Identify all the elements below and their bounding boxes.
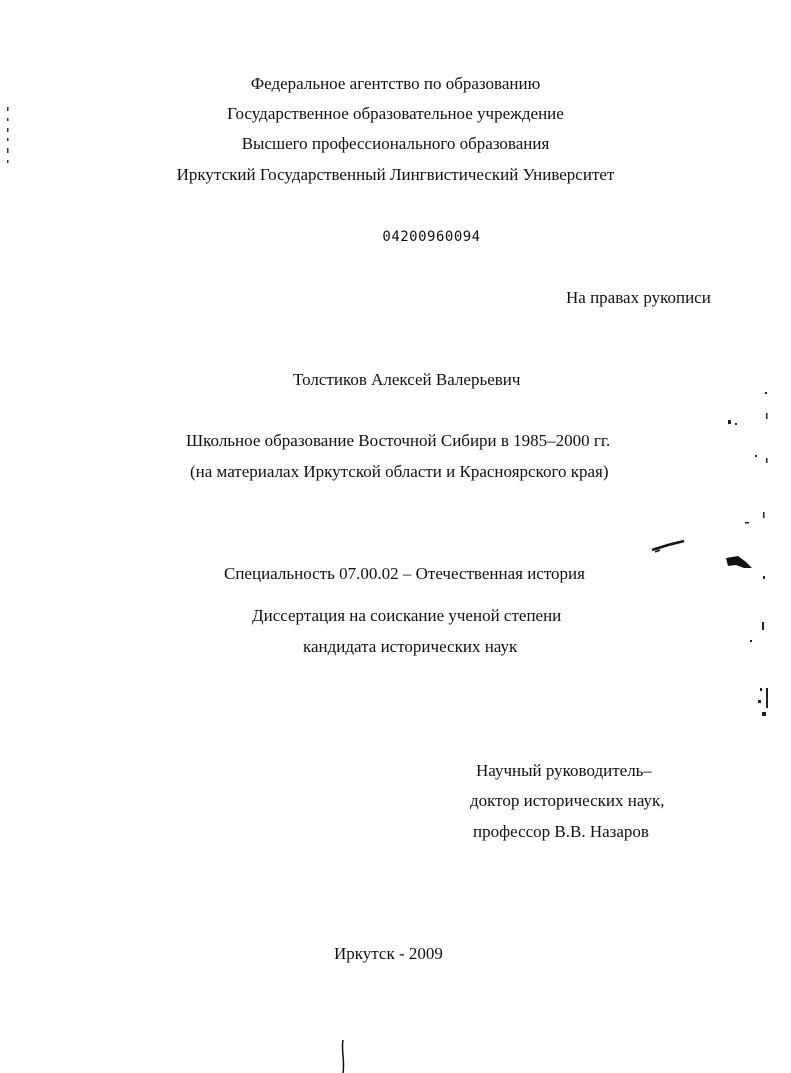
dissertation-title-line1: Школьное образование Восточной Сибири в 1985–2000 гг. bbox=[186, 431, 611, 450]
author-name: Толстиков Алексей Валерьевич bbox=[293, 370, 521, 389]
supervisor-role: Научный руководитель– bbox=[476, 761, 652, 780]
catalog-number: 04200960094 bbox=[382, 229, 481, 245]
manuscript-rights: На правах рукописи bbox=[566, 288, 711, 307]
supervisor-degree: доктор исторических наук, bbox=[470, 791, 665, 810]
supervisor-name: профессор В.В. Назаров bbox=[473, 822, 649, 841]
header-agency: Федеральное агентство по образованию bbox=[250, 74, 541, 93]
degree-line2: кандидата исторических наук bbox=[303, 637, 518, 656]
header-institution-type: Государственное образовательное учреждение bbox=[227, 104, 564, 123]
place-year: Иркутск - 2009 bbox=[334, 944, 443, 963]
dissertation-title-line2: (на материалах Иркутской области и Красноярского края) bbox=[190, 462, 609, 481]
specialty: Специальность 07.00.02 – Отечественная история bbox=[224, 564, 585, 583]
degree-line1: Диссертация на соискание ученой степени bbox=[252, 606, 562, 625]
header-education-level: Высшего профессионального образования bbox=[241, 134, 550, 153]
header-university: Иркутский Государственный Лингвистический Университет bbox=[176, 165, 615, 184]
